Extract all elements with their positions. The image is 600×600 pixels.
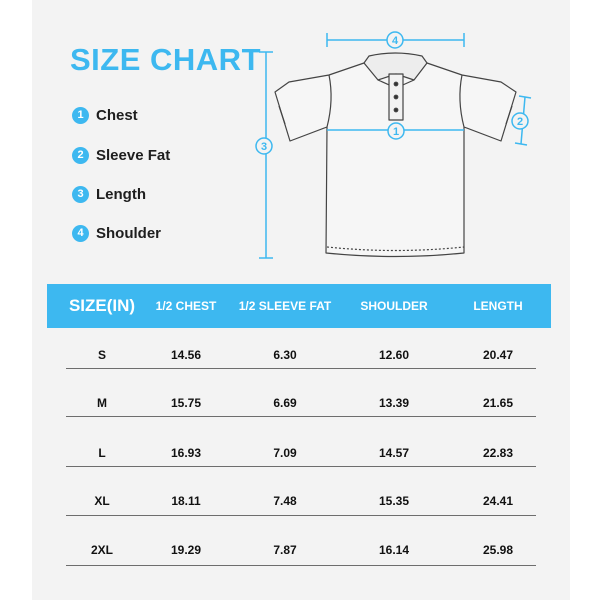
legend-label: Chest (96, 106, 138, 124)
legend-label: Shoulder (96, 224, 162, 242)
header-half-sleeve-fat: 1/2 SLEEVE FAT (238, 299, 332, 313)
cell-length: 24.41 (482, 494, 514, 508)
cell-sleeve: 6.69 (273, 396, 297, 410)
header-shoulder: SHOULDER (360, 299, 428, 313)
number-badge: 4 (72, 225, 89, 242)
cell-sleeve: 6.30 (273, 348, 297, 362)
cell-size: L (98, 446, 106, 460)
cell-size: S (97, 348, 107, 362)
cell-length: 25.98 (482, 543, 514, 557)
marker-length: 3 (260, 141, 268, 153)
row-divider (66, 368, 536, 369)
row-divider (66, 416, 536, 417)
cell-sleeve: 7.48 (273, 494, 297, 508)
row-divider (66, 466, 536, 467)
number-badge: 2 (72, 147, 89, 164)
number-badge: 1 (72, 107, 89, 124)
header-length: LENGTH (473, 299, 523, 313)
cell-shoulder: 15.35 (378, 494, 410, 508)
marker-chest: 1 (392, 126, 400, 138)
polo-shirt-diagram (0, 0, 600, 280)
cell-length: 22.83 (482, 446, 514, 460)
cell-length: 21.65 (482, 396, 514, 410)
cell-sleeve: 7.87 (273, 543, 297, 557)
chart-title: SIZE CHART (70, 42, 261, 77)
table-header (47, 284, 551, 328)
cell-size: 2XL (90, 543, 114, 557)
cell-size: M (97, 396, 107, 410)
marker-shoulder: 4 (391, 35, 399, 47)
cell-chest: 18.11 (171, 494, 201, 508)
header-half-chest: 1/2 CHEST (155, 299, 217, 313)
cell-chest: 19.29 (170, 543, 202, 557)
legend-label: Sleeve Fat (96, 146, 171, 164)
cell-size: XL (94, 494, 110, 508)
cell-shoulder: 14.57 (378, 446, 410, 460)
cell-sleeve: 7.09 (273, 446, 297, 460)
legend-label: Length (96, 185, 146, 203)
header-size: SIZE(IN) (68, 296, 136, 315)
cell-shoulder: 16.14 (378, 543, 410, 557)
cell-chest: 15.75 (170, 396, 202, 410)
cell-shoulder: 13.39 (378, 396, 410, 410)
row-divider (66, 515, 536, 516)
cell-shoulder: 12.60 (378, 348, 410, 362)
row-divider (66, 565, 536, 566)
cell-length: 20.47 (482, 348, 514, 362)
polo-shirt-icon (275, 53, 516, 257)
number-badge: 3 (72, 186, 89, 203)
marker-sleeve: 2 (516, 116, 524, 128)
cell-chest: 14.56 (170, 348, 202, 362)
cell-chest: 16.93 (170, 446, 202, 460)
